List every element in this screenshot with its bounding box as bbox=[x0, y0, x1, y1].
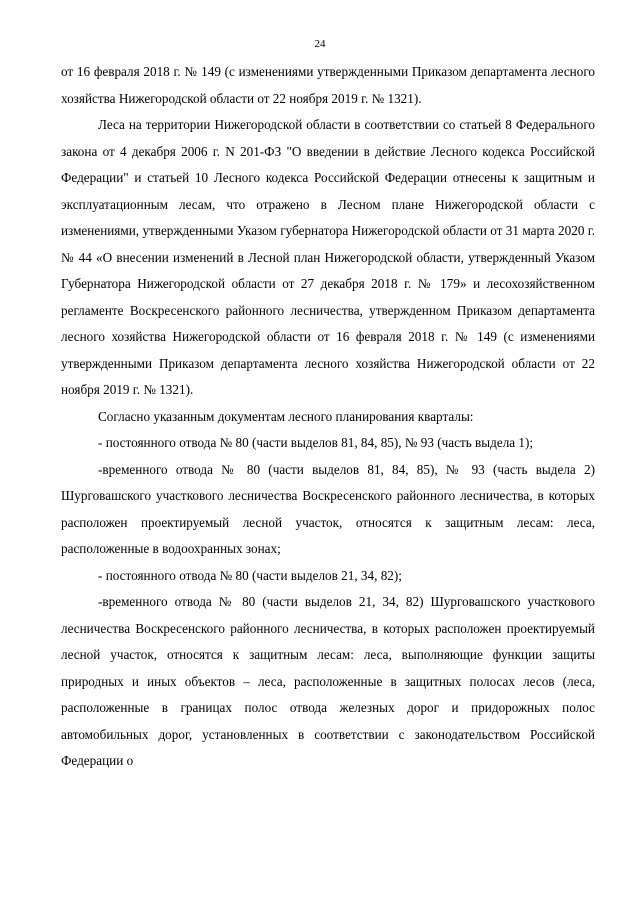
page-number: 24 bbox=[314, 38, 326, 50]
list-item-permanent-allotment-2: - постоянного отвода № 80 (части выделов 21, 34, 82); bbox=[98, 567, 402, 583]
list-item-temporary-allotment-2: -временного отвода № 80 (части выделов 21, 34, 82) Шурговашского участкового лесничества Воскресенского районного лесничества, в которых расположен проектируемый лесной участок, относятся к защитным лесам: леса, выполняющие функции защиты природных и иных объектов – леса, расположенные в защитных полосах лесов (леса, расположенные в границах полос отвода железных дорог и придорожных полос автомобильных дорог, установленных в соответствии с законодательством Российской Федерации о bbox=[61, 594, 595, 768]
list-item-permanent-allotment-1: - постоянного отвода № 80 (части выделов 81, 84, 85), № 93 (часть выдела 1); bbox=[98, 435, 534, 450]
document-body bbox=[61, 59, 595, 775]
paragraph-forest-classification: Леса на территории Нижегородской области в соответствии со статьей 8 Федерального закона от 4 декабря 2006 г. N 201-ФЗ "О введении в действие Лесного кодекса Российской Федерации" и статьей 10 Лесного кодекса Российской Федерации отнесены к защитным и эксплуатационным лесам, что отражено в Лесном плане Нижегородской области с изменениями, утвержденными Указом губернатора Нижегородской области от 31 марта 2020 г. № 44 «О внесении изменений в Лесной план Нижегородской области, утвержденный Указом Губернатора Нижегородской области от 27 декабря 2018 г. № 179» и лесохозяйственном регламенте Воскресенского районного лесничества, утвержденном Приказом департамента лесного хозяйства Нижегородской области от 16 февраля 2018 г. № 149 (с изменениями утвержденными Приказом департамента лесного хозяйства Нижегородской области от 22 ноября 2019 г. № 1321). bbox=[61, 117, 595, 397]
list-item-temporary-allotment-1: -временного отвода № 80 (части выделов 81, 84, 85), № 93 (часть выдела 2) Шурговашского участкового лесничества Воскресенского районного лесничества, в которых расположен проектируемый лесной участок, относятся к защитным лесам: леса, расположенные в водоохранных зонах; bbox=[61, 461, 595, 556]
paragraph-continuation: от 16 февраля 2018 г. № 149 (с изменениями утвержденными Приказом департамента лесного хозяйства Нижегородской области от 22 ноября 2019 г. № 1321). bbox=[61, 64, 595, 106]
paragraph-planning-intro: Согласно указанным документам лесного планирования кварталы: bbox=[98, 408, 474, 424]
